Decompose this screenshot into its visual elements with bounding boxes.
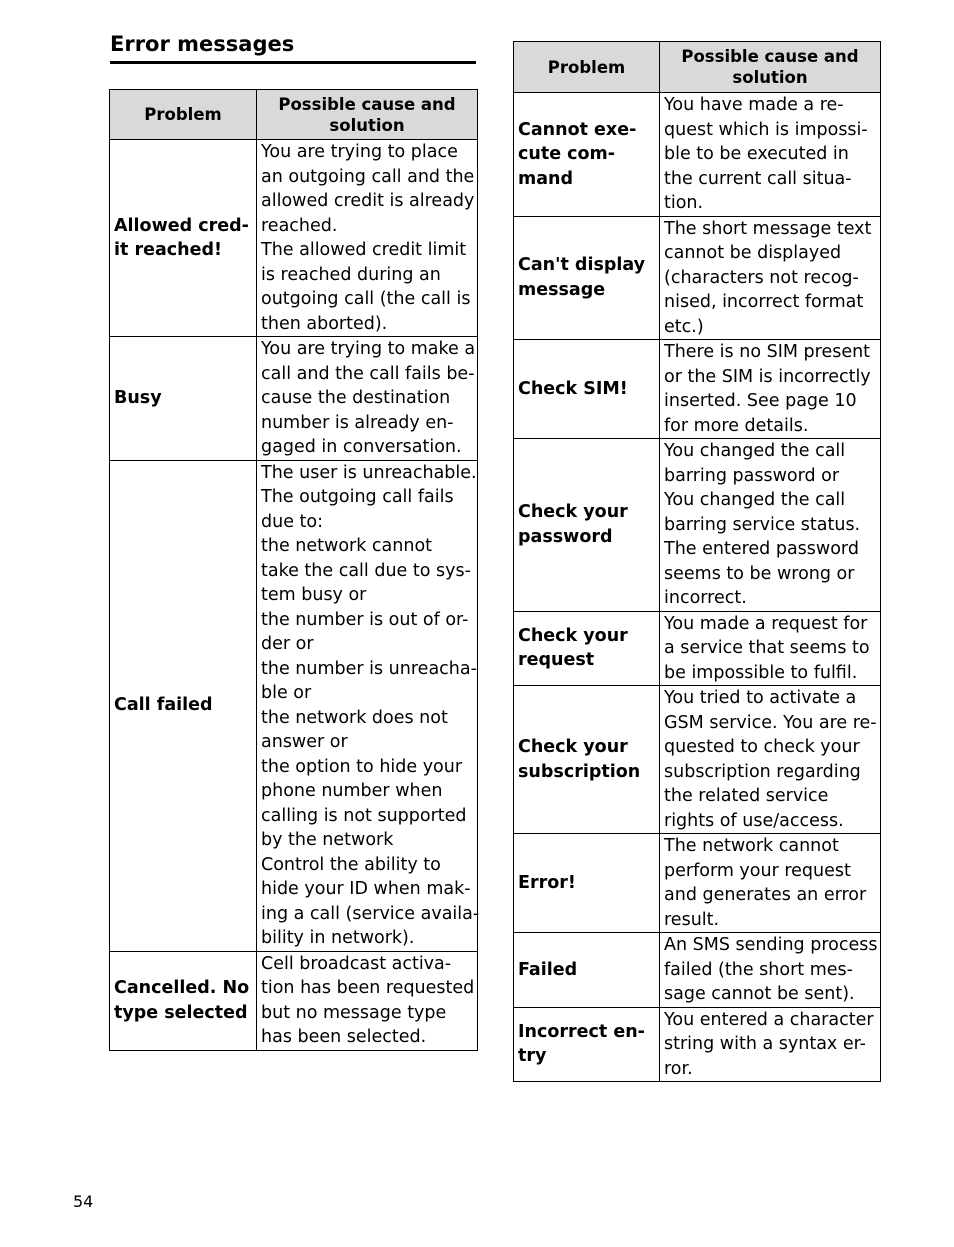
solution-line: The short message text: [664, 218, 872, 239]
header-cause: [257, 90, 478, 140]
problem-cell: [514, 611, 660, 686]
table-row: [514, 611, 881, 686]
page-number: 54: [73, 1192, 94, 1211]
problem-line: Cannot exe-: [518, 119, 637, 140]
solution-cell: [257, 951, 478, 1050]
solution-cell: [660, 611, 881, 686]
solution-line: The allowed credit limit: [261, 240, 467, 260]
solution-line: The entered password: [664, 539, 859, 559]
problem-line: message: [518, 279, 606, 300]
table-row: [110, 951, 478, 1050]
header-cause-line: solution: [732, 68, 808, 87]
table-row: [514, 216, 881, 340]
solution-line: the network does not: [261, 707, 448, 728]
problem-line: cute com-: [518, 144, 616, 164]
solution-line: number is already en-: [261, 412, 454, 433]
solution-line: or the SIM is incorrectly: [664, 366, 871, 387]
solution-cell: [660, 933, 881, 1008]
error-table-right: [513, 41, 881, 1082]
problem-cell: [514, 834, 660, 933]
table-row: [110, 460, 478, 951]
solution-line: the number is out of or-: [261, 609, 469, 630]
problem-cell: [514, 439, 660, 612]
solution-line: perform your request: [664, 860, 851, 881]
problem-line: Call failed: [114, 695, 213, 716]
solution-line: has been selected.: [261, 1027, 427, 1047]
solution-line: ing a call (service availa-: [261, 903, 480, 924]
solution-cell: [660, 686, 881, 834]
solution-line: string with a syntax er-: [664, 1034, 867, 1054]
solution-line: You tried to activate a: [664, 688, 857, 708]
solution-cell: [257, 140, 478, 337]
solution-line: barring password or: [664, 465, 840, 486]
solution-line: a service that seems to: [664, 638, 870, 658]
solution-line: the network cannot: [261, 536, 433, 556]
solution-line: You have made a re-: [664, 95, 844, 115]
problem-cell: [110, 951, 257, 1050]
problem-line: Allowed cred-: [114, 215, 249, 236]
solution-line: quested to check your: [664, 737, 860, 757]
table-row: [514, 340, 881, 439]
solution-line: is reached during an: [261, 264, 441, 285]
solution-line: The outgoing call fails: [261, 487, 454, 507]
problem-cell: [514, 216, 660, 340]
solution-cell: [660, 216, 881, 340]
solution-line: cause the destination: [261, 388, 451, 408]
problem-line: request: [518, 650, 595, 671]
solution-line: You entered a character: [664, 1009, 874, 1030]
problem-line: Can't display: [518, 255, 646, 276]
problem-cell: [110, 460, 257, 951]
solution-line: quest which is impossi-: [664, 119, 868, 140]
problem-line: Check your: [518, 737, 628, 757]
problem-cell: [514, 340, 660, 439]
solution-line: seems to be wrong or: [664, 563, 855, 584]
table-row: [514, 834, 881, 933]
header-cause-line: Possible cause and: [278, 94, 456, 114]
solution-line: Control the ability to: [261, 854, 441, 875]
solution-line: calling is not supported: [261, 805, 467, 826]
solution-line: GSM service. You are re-: [664, 712, 877, 733]
solution-line: for more details.: [664, 415, 809, 436]
table-row: [514, 686, 881, 834]
problem-line: Check your: [518, 625, 628, 646]
problem-line: password: [518, 526, 613, 547]
problem-line: Busy: [114, 388, 162, 408]
problem-line: Check your: [518, 502, 628, 523]
solution-line: der or: [261, 634, 314, 654]
solution-line: the option to hide your: [261, 756, 463, 777]
solution-line: bility in network).: [261, 928, 415, 948]
solution-line: call and the call fails be-: [261, 363, 475, 384]
table-row: [514, 93, 881, 217]
solution-line: an outgoing call and the: [261, 166, 475, 187]
solution-line: You changed the call: [664, 490, 846, 510]
problem-line: mand: [518, 168, 574, 189]
solution-cell: [660, 439, 881, 612]
solution-line: by the network: [261, 830, 394, 850]
problem-line: type selected: [114, 1002, 248, 1023]
solution-line: hide your ID when mak-: [261, 879, 471, 899]
solution-line: the related service: [664, 786, 829, 806]
solution-cell: [660, 93, 881, 217]
solution-cell: [257, 460, 478, 951]
problem-line: try: [518, 1046, 547, 1067]
header-problem: Problem: [514, 42, 660, 93]
problem-cell: [110, 337, 257, 461]
solution-line: Cell broadcast activa-: [261, 953, 452, 974]
solution-line: You are trying to make a: [261, 339, 476, 359]
problem-cell: [110, 140, 257, 337]
solution-line: sage cannot be sent).: [664, 984, 855, 1004]
solution-line: then aborted).: [261, 313, 388, 334]
problem-cell: [514, 933, 660, 1008]
error-table-left: [109, 89, 478, 1051]
problem-cell: [514, 93, 660, 217]
problem-line: Error!: [518, 872, 576, 893]
solution-line: gaged in conversation.: [261, 437, 462, 457]
table-row: [514, 439, 881, 612]
solution-line: failed (the short mes-: [664, 959, 853, 980]
solution-line: reached.: [261, 215, 338, 236]
solution-cell: [257, 337, 478, 461]
header-cause-line: solution: [329, 115, 405, 135]
solution-line: but no message type: [261, 1002, 447, 1023]
solution-line: nised, incorrect format: [664, 292, 864, 312]
header-problem: Problem: [110, 90, 257, 140]
problem-line: it reached!: [114, 240, 222, 260]
solution-line: ror.: [664, 1058, 693, 1079]
table-row: [514, 1007, 881, 1082]
solution-line: incorrect.: [664, 588, 747, 608]
solution-cell: [660, 1007, 881, 1082]
solution-line: outgoing call (the call is: [261, 289, 471, 309]
problem-cell: [514, 1007, 660, 1082]
solution-line: barring service status.: [664, 514, 861, 535]
header-cause: [660, 42, 881, 93]
solution-line: tem busy or: [261, 585, 367, 605]
solution-line: There is no SIM present: [664, 342, 871, 362]
problem-line: Incorrect en-: [518, 1021, 645, 1042]
problem-line: subscription: [518, 761, 641, 782]
solution-line: etc.): [664, 316, 704, 337]
solution-line: The network cannot: [664, 836, 839, 856]
solution-line: (characters not recog-: [664, 267, 859, 288]
solution-line: the current call situa-: [664, 168, 852, 189]
solution-line: result.: [664, 909, 720, 930]
header-cause-line: Possible cause and: [681, 47, 859, 66]
solution-line: answer or: [261, 732, 348, 752]
table-header-row: [514, 42, 881, 93]
solution-line: subscription regarding: [664, 761, 861, 782]
solution-line: inserted. See page 10: [664, 391, 857, 411]
solution-line: take the call due to sys-: [261, 560, 471, 581]
problem-line: Failed: [518, 959, 578, 980]
solution-line: You changed the call: [664, 441, 846, 461]
solution-line: phone number when: [261, 781, 443, 801]
table-row: [110, 140, 478, 337]
solution-cell: [660, 834, 881, 933]
solution-line: tion has been requested: [261, 978, 475, 998]
solution-line: You are trying to place: [261, 142, 458, 162]
section-heading: Error messages: [110, 30, 476, 64]
solution-line: due to:: [261, 511, 323, 532]
solution-line: The user is unreachable.: [261, 462, 477, 483]
solution-line: the number is unreacha-: [261, 658, 477, 679]
solution-line: You made a request for: [664, 613, 868, 634]
solution-cell: [660, 340, 881, 439]
solution-line: An SMS sending process: [664, 935, 878, 955]
solution-line: allowed credit is already: [261, 191, 475, 211]
table-header-row: [110, 90, 478, 140]
solution-line: tion.: [664, 193, 704, 213]
solution-line: and generates an error: [664, 885, 867, 905]
solution-line: ble or: [261, 683, 312, 703]
table-row: [110, 337, 478, 461]
table-row: [514, 933, 881, 1008]
problem-line: Check SIM!: [518, 378, 628, 399]
solution-line: ble to be executed in: [664, 144, 849, 164]
problem-cell: [514, 686, 660, 834]
problem-line: Cancelled. No: [114, 978, 250, 998]
solution-line: cannot be displayed: [664, 243, 842, 263]
solution-line: rights of use/access.: [664, 810, 844, 831]
solution-line: be impossible to fulfil.: [664, 662, 858, 683]
